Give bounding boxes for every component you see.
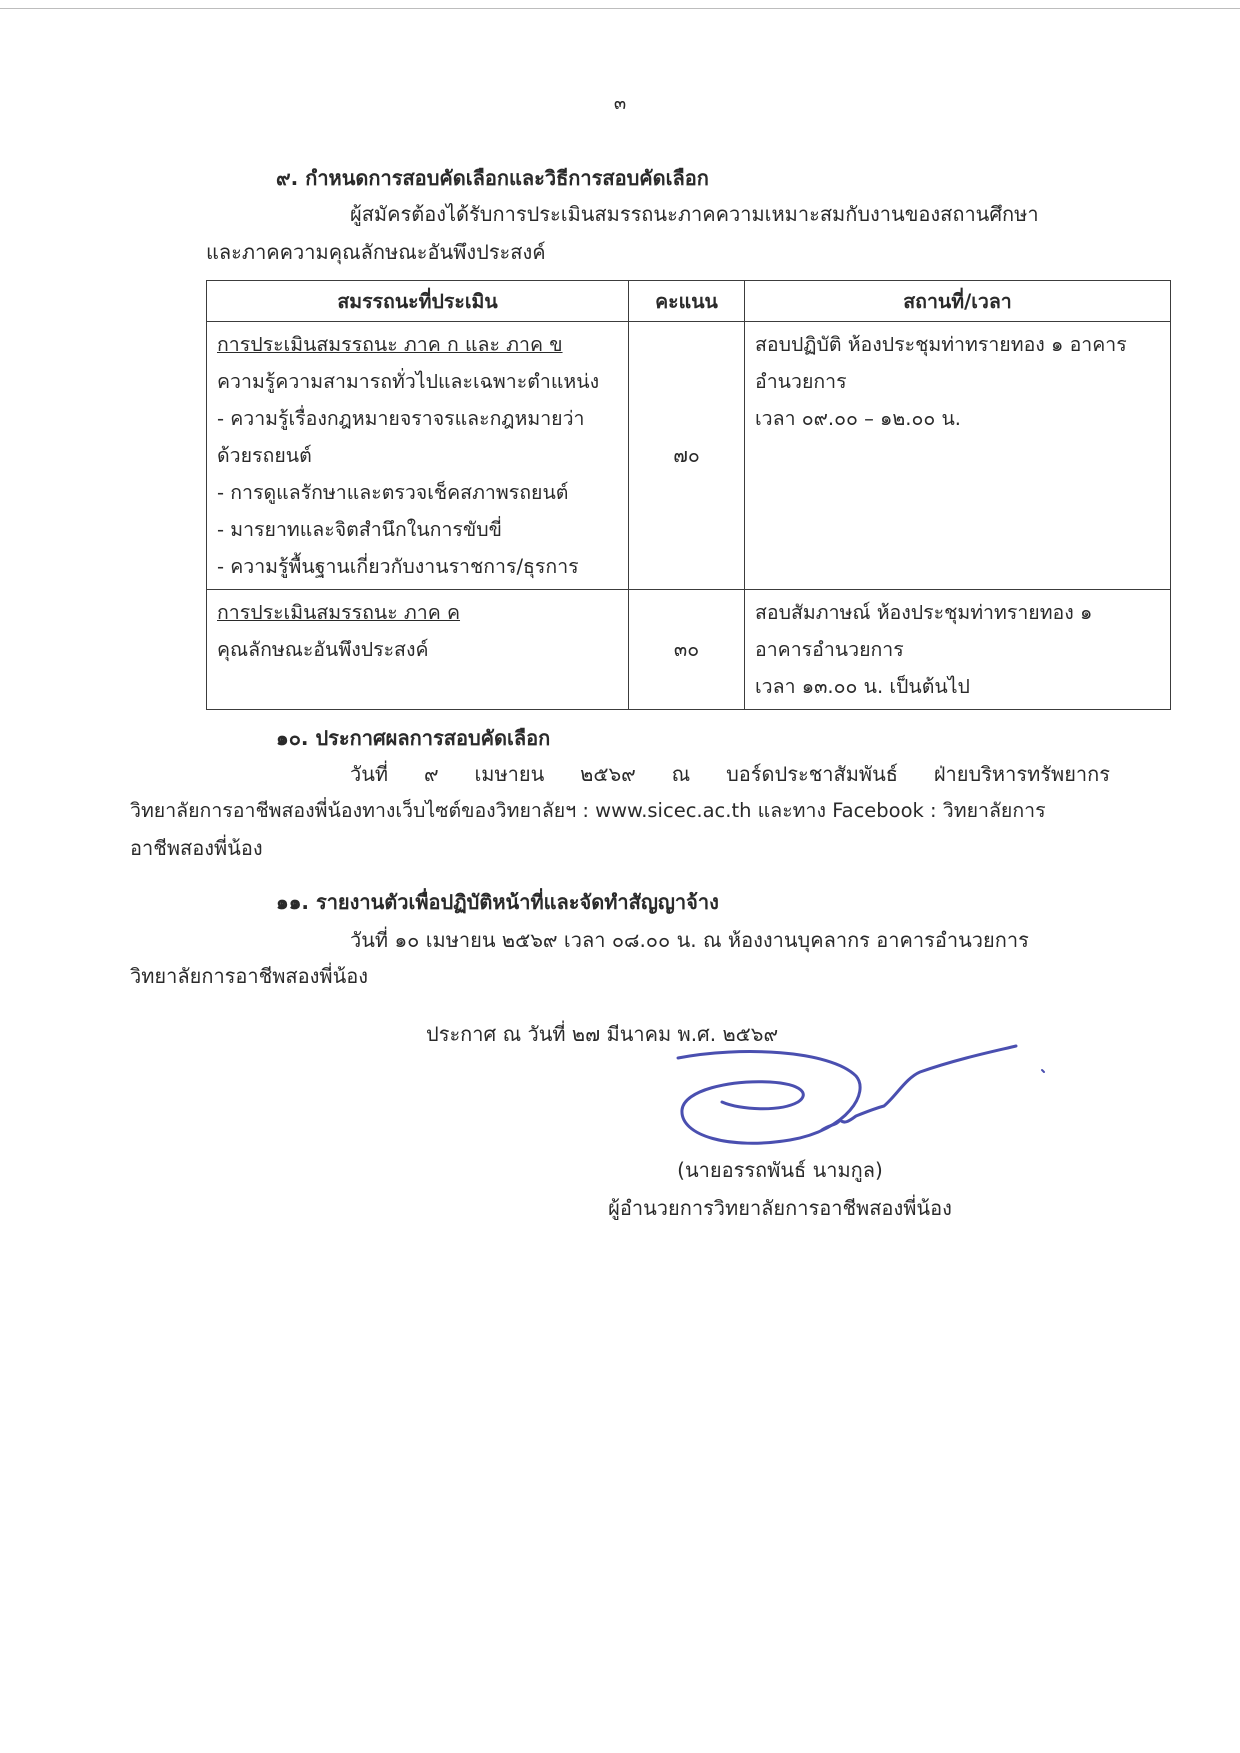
place-time-cell [745, 590, 1171, 710]
place-line: สอบสัมภาษณ์ ห้องประชุมท่าทรายทอง ๑ [755, 601, 1093, 624]
header-place-time: สถานที่/เวลา [745, 281, 1171, 322]
section-11-heading: ๑๑. รายงานตัวเพื่อปฏิบัติหน้าที่และจัดทำสัญญาจ้าง [276, 890, 719, 914]
section-10-line-3: อาชีพสองพี่น้อง [130, 836, 263, 860]
competency-line: ความรู้ความสามารถทั่วไปและเฉพาะตำแหน่ง [217, 370, 600, 393]
section-10-heading: ๑๐. ประกาศผลการสอบคัดเลือก [276, 726, 551, 750]
competency-line: - ความรู้เรื่องกฎหมายจราจรและกฎหมายว่า [217, 407, 585, 430]
table-row [207, 590, 1171, 710]
signer-name: (นายอรรถพันธ์ นามกูล) [677, 1158, 883, 1182]
section-11-line-1: วันที่ ๑๐ เมษายน ๒๕๖๙ เวลา ๐๘.๐๐ น. ณ ห้องงานบุคลากร อาคารอำนวยการ [350, 928, 1029, 952]
place-time-cell [745, 322, 1171, 590]
score-cell: ๓๐ [629, 590, 745, 710]
competency-line-spacer [217, 668, 618, 705]
place-line: สอบปฏิบัติ ห้องประชุมท่าทรายทอง ๑ อาคาร [755, 333, 1127, 356]
section-9-heading: ๙. กำหนดการสอบคัดเลือกและวิธีการสอบคัดเลือก [276, 166, 709, 190]
section-9-paragraph-line-1: ผู้สมัครต้องได้รับการประเมินสมรรถนะภาคความเหมาะสมกับงานของสถานศึกษา [350, 202, 1039, 226]
competency-line: - มารยาทและจิตสำนึกในการขับขี่ [217, 518, 502, 541]
table-header-row [207, 281, 1171, 322]
page-top-rule [0, 8, 1240, 9]
page-number: ๓ [613, 93, 627, 114]
header-competency: สมรรถนะที่ประเมิน [207, 281, 629, 322]
competency-title: การประเมินสมรรถนะ ภาค ค [217, 601, 461, 624]
section-11-line-2: วิทยาลัยการอาชีพสองพี่น้อง [130, 964, 369, 988]
score-cell: ๗๐ [629, 322, 745, 590]
section-9-paragraph-line-2: และภาคความคุณลักษณะอันพึงประสงค์ [206, 240, 546, 264]
evaluation-table [206, 280, 1171, 710]
competency-line: คุณลักษณะอันพึงประสงค์ [217, 638, 429, 661]
signature-image [670, 1040, 1050, 1165]
competency-cell [207, 590, 629, 710]
header-score: คะแนน [629, 281, 745, 322]
announcement-date: ประกาศ ณ วันที่ ๒๗ มีนาคม พ.ศ. ๒๕๖๙ [426, 1022, 779, 1046]
competency-title: การประเมินสมรรถนะ ภาค ก และ ภาค ข [217, 333, 563, 356]
table-row [207, 322, 1171, 590]
place-line: เวลา ๑๓.๐๐ น. เป็นต้นไป [755, 675, 970, 698]
section-10-line-1: วันที่ ๙ เมษายน ๒๕๖๙ ณ บอร์ดประชาสัมพันธ์ ฝ่ายบริหารทรัพยากร [350, 762, 1110, 786]
place-line: อำนวยการ [755, 370, 847, 393]
place-line: อาคารอำนวยการ [755, 638, 904, 661]
place-line: เวลา ๐๙.๐๐ – ๑๒.๐๐ น. [755, 407, 962, 430]
competency-line: - ความรู้พื้นฐานเกี่ยวกับงานราชการ/ธุรการ [217, 555, 579, 578]
competency-line: - การดูแลรักษาและตรวจเช็คสภาพรถยนต์ [217, 481, 569, 504]
competency-cell [207, 322, 629, 590]
section-10-line-2: วิทยาลัยการอาชีพสองพี่น้องทางเว็บไซต์ของวิทยาลัยฯ : www.sicec.ac.th และทาง Facebook : วิทยาลัยการ [130, 799, 1046, 822]
signer-position: ผู้อำนวยการวิทยาลัยการอาชีพสองพี่น้อง [608, 1196, 952, 1220]
competency-line: ด้วยรถยนต์ [217, 444, 312, 467]
